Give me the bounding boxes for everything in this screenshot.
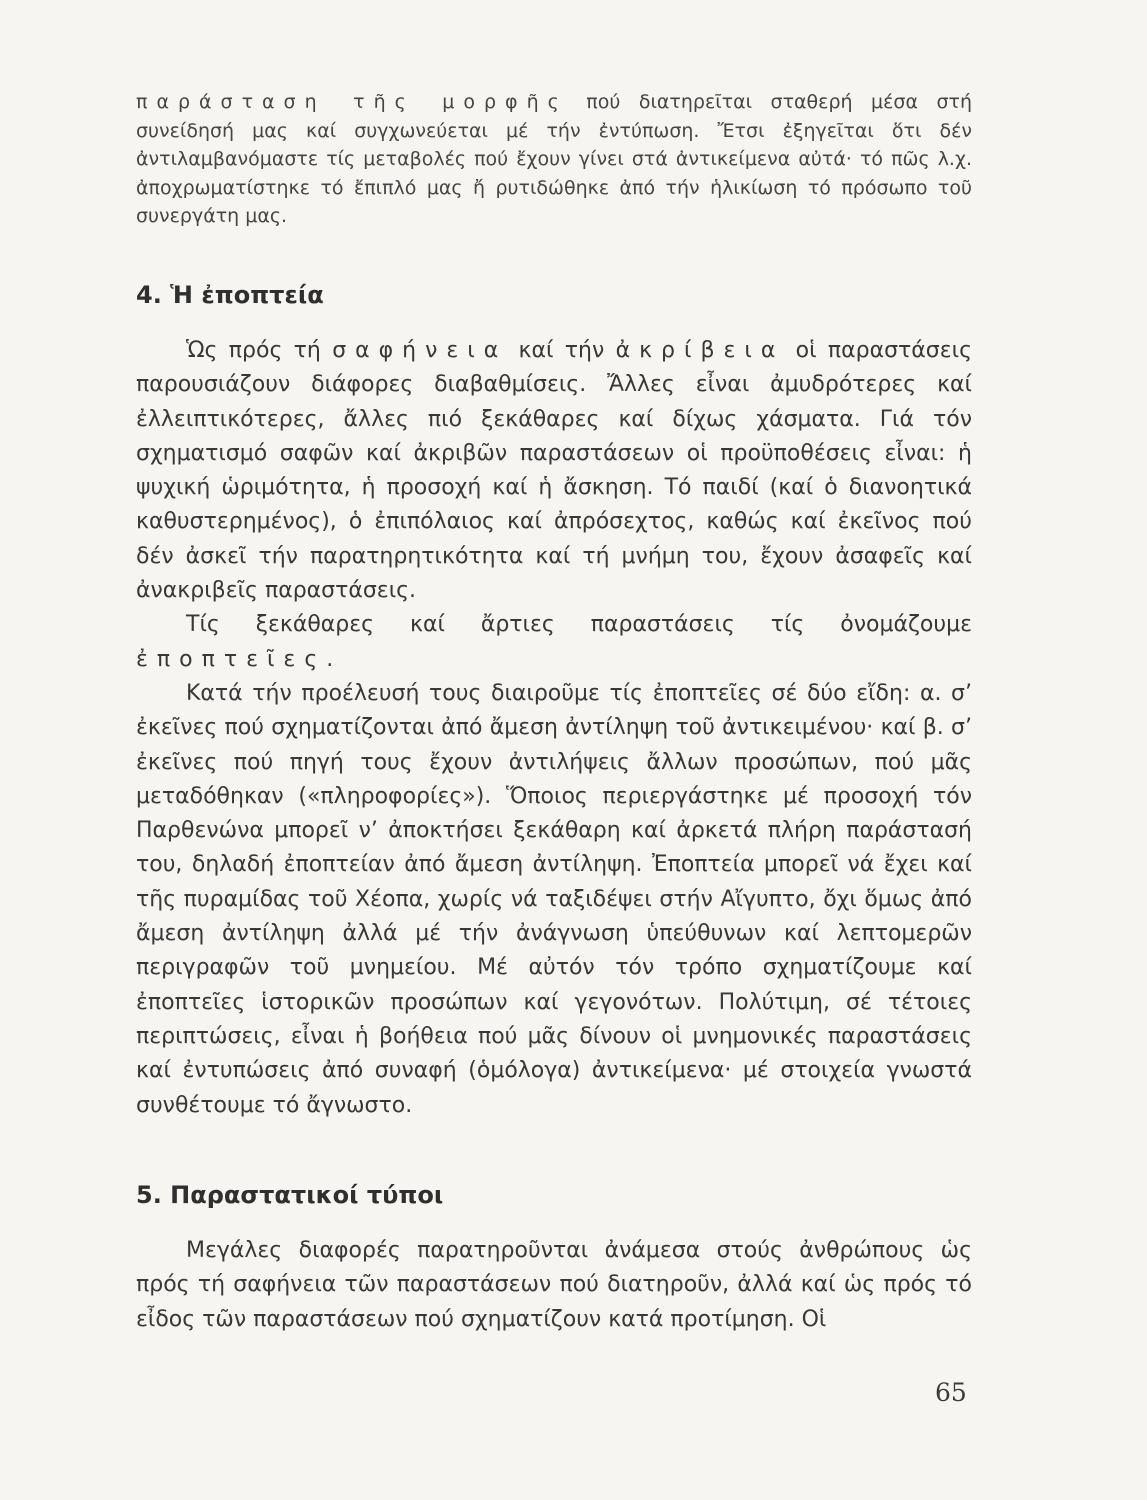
spaced-term-clarity: σαφήνεια [332, 338, 508, 363]
section-4-heading: 4. Ἡ ἐποπτεία [136, 281, 324, 309]
section-4-paragraph-1 [136, 334, 972, 608]
page-number: 65 [935, 1378, 967, 1407]
spaced-term-accuracy: ἀκρίβεια [615, 338, 785, 363]
spaced-phrase: παράσταση τῆς μορφῆς [136, 91, 568, 113]
section-5-paragraph-1: Μεγάλες διαφορές παρατηροῦνται ἀνάμεσα στούς ἀνθρώπους ὡς πρός τή σαφήνεια τῶν παραστάσεων πού διατηροῦν, ἀλλά καί ὡς πρός τό εἶδος τῶν παραστάσεων πού σχηματίζουν κατά προτίμηση. Οἱ [136, 1238, 972, 1332]
text-run: οἱ παραστάσεις παρουσιάζουν διάφορες διαβαθμίσεις. Ἄλλες εἶναι ἀμυδρότερες καί ἐλλειπτικότερες, ἄλλες πιό ξεκάθαρες καί δίχως χάσματα. Γιά τόν σχηματισμό σαφῶν καί ἀκριβῶν παραστάσεων οἱ προϋποθέσεις εἶναι: ἡ ψυχική ὡριμότητα, ἡ προσοχή καί ἡ ἄσκηση. Τό παιδί (καί ὁ διανοητικά καθυστερημένος), ὁ ἐπιπόλαιος καί ἀπρόσεχτος, καθώς καί ἐκεῖνος πού δέν ἀσκεῖ τήν παρατηρητικότητα καί τή μνήμη του, ἔχουν ἀσαφεῖς καί ἀνακριβεῖς παραστάσεις. [136, 338, 972, 604]
section-5-heading: 5. Παραστατικοί τύποι [136, 1181, 444, 1209]
section-5-body [136, 1234, 972, 1337]
section-4-paragraph-3: Κατά τήν προέλευσή τους διαιροῦμε τίς ἐποπτεῖες σέ δύο εἴδη: α. σ’ ἐκεῖνες πού σχηματίζονται ἀπό ἄμεση ἀντίληψη τοῦ ἀντικειμένου· καί β. σ’ ἐκεῖνες πού πηγή τους ἔχουν ἀντιλήψεις ἄλλων προσώπων, πού μᾶς μεταδόθηκαν («πληροφορίες»). Ὅποιος περιεργάστηκε μέ προσοχή τόν Παρθενώνα μπορεῖ ν’ ἀποκτήσει ξεκάθαρη καί ἀρκετά πλήρη παράστασή του, δηλαδή ἐποπτείαν ἀπό ἄμεση ἀντίληψη. Ἐποπτεία μπορεῖ νά ἔχει καί τῆς πυραμίδας τοῦ Χέοπα, χωρίς νά ταξιδέψει στήν Αἴγυπτο, ὄχι ὅμως ἀπό ἄμεση ἀντίληψη ἀλλά μέ τήν ἀνάγνωση ὑπεύθυνων καί λεπτομερῶν περιγραφῶν τοῦ μνημείου. Μέ αὐτόν τόν τρόπο σχηματίζουμε καί ἐποπτεῖες ἱστορικῶν προσώπων καί γεγονότων. Πολύτιμη, σέ τέτοιες περιπτώσεις, εἶναι ἡ βοήθεια πού μᾶς δίνουν οἱ μνημονικές παραστάσεις καί ἐντυπώσεις ἀπό συναφή (ὁμόλογα) ἀντικείμενα· μέ στοιχεία γνωστά συνθέτουμε τό ἄγνωστο. [136, 680, 972, 1118]
text-run: καί τήν [507, 338, 616, 363]
section-4-body [136, 334, 972, 1123]
text-run: Τίς ξεκάθαρες καί ἄρτιες παραστάσεις τίς ὀνομάζουμε [186, 612, 972, 638]
text-run: Ὡς πρός τή [186, 338, 333, 363]
section-4-paragraph-2 [136, 608, 972, 677]
text-run: . [326, 646, 334, 672]
intro-paragraph [136, 88, 972, 231]
intro-text: πού διατηρεῖται σταθερή μέσα στή συνείδησή μας καί συγχωνεύεται μέ τήν ἐντύπωση. Ἔτσι ἐξηγεῖται ὅτι δέν ἀντιλαμβανόμαστε τίς μεταβολές πού ἔχουν γίνει στά ἀντικείμενα αὐτά· τό πῶς λ.χ. ἀποχρωματίστηκε τό ἔπιπλό μας ἤ ρυτιδώθηκε ἀπό τήν ἡλικίωση τό πρόσωπο τοῦ συνεργάτη μας. [136, 91, 972, 227]
spaced-term-epopteies: ἐποπτεῖες [136, 646, 327, 672]
